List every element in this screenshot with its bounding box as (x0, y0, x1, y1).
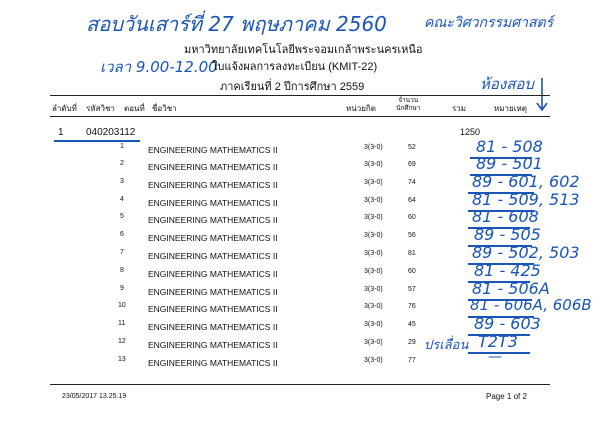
row-credit: 3(3-0) (364, 321, 383, 328)
row-course-name: ENGINEERING MATHEMATICS II (148, 287, 278, 297)
row-section: 8 (120, 267, 124, 274)
row-course-name: ENGINEERING MATHEMATICS II (148, 322, 278, 332)
row-students: 52 (408, 144, 416, 151)
row-students: 77 (408, 357, 416, 364)
row-credit: 3(3-0) (364, 357, 383, 364)
row-credit: 3(3-0) (364, 197, 383, 204)
row-section: 12 (118, 338, 126, 345)
row-section: 1 (120, 143, 124, 150)
row-exam-room: 81 - 608 (472, 207, 539, 226)
row-section: 4 (120, 196, 124, 203)
row-exam-room: 89 - 601, 602 (472, 172, 580, 191)
col-section: ตอนที่ (124, 104, 145, 113)
row-section: 13 (118, 356, 126, 363)
row-credit: 3(3-0) (364, 232, 383, 239)
row-students: 81 (408, 250, 416, 257)
row-exam-room: 81 - 506A (472, 279, 550, 298)
row-exam-room: 81 - 508 (476, 137, 543, 156)
row-exam-room: — (488, 349, 502, 365)
header-bottom-rule (50, 116, 550, 117)
row-students: 45 (408, 321, 416, 328)
row-exam-room: 81 - 606A, 606B (470, 296, 592, 314)
semester-line: ภาคเรียนที่ 2 ปีการศึกษา 2559 (220, 81, 365, 93)
row-credit: 3(3-0) (364, 179, 383, 186)
row-course-name: ENGINEERING MATHEMATICS II (148, 198, 278, 208)
university-name: มหาวิทยาลัยเทคโนโลยีพระจอมเกล้าพระนครเหนือ (184, 44, 423, 56)
row-students: 29 (408, 339, 416, 346)
report-title: ใบแจ้งผลการลงทะเบียน (KMIT-22) (212, 61, 378, 73)
row-exam-room: 89 - 501 (476, 154, 543, 173)
table-row (0, 333, 600, 353)
col-name: ชื่อวิชา (152, 104, 177, 113)
col-total: รวม (452, 104, 467, 113)
print-timestamp: 23/05/2017 13.25.19 (62, 393, 127, 400)
row-course-name: ENGINEERING MATHEMATICS II (148, 162, 278, 172)
col-code: รหัสวิชา (86, 104, 115, 113)
row-exam-room: 81 - 509, 513 (472, 190, 580, 209)
exam-date-note: สอบวันเสาร์ที่ 27 พฤษภาคม 2560 (86, 12, 387, 36)
row-course-name: ENGINEERING MATHEMATICS II (148, 269, 278, 279)
row-students: 74 (408, 179, 416, 186)
faculty-note: คณะวิศวกรรมศาสตร์ (424, 15, 554, 31)
row-exam-room: 89 - 502, 503 (472, 243, 580, 262)
row-section: 5 (120, 213, 124, 220)
row-credit: 3(3-0) (364, 161, 383, 168)
row-exam-room: 81 - 425 (474, 261, 541, 280)
row-credit: 3(3-0) (364, 339, 383, 346)
col-remark: หมายเหตุ (494, 104, 527, 113)
row-section: 10 (118, 302, 126, 309)
header-top-rule (50, 95, 550, 96)
page-number: Page 1 of 2 (486, 392, 527, 401)
exam-room-heading: ห้องสอบ (480, 75, 534, 93)
row-section: 9 (120, 285, 124, 292)
row-course-name: ENGINEERING MATHEMATICS II (148, 180, 278, 190)
row-course-name: ENGINEERING MATHEMATICS II (148, 215, 278, 225)
row-students: 76 (408, 303, 416, 310)
row-credit: 3(3-0) (364, 144, 383, 151)
row-exam-room: 89 - 603 (474, 314, 541, 333)
row-note: ปรเลื่อน (424, 338, 469, 353)
col-students-line1: จำนวน (398, 97, 419, 104)
col-students-line2: นักศึกษา (396, 105, 421, 112)
row-credit: 3(3-0) (364, 214, 383, 221)
row-credit: 3(3-0) (364, 250, 383, 257)
row-exam-room: T2T3 (478, 332, 518, 351)
exam-time-note: เวลา 9.00-12.00 (100, 58, 218, 76)
row-students: 57 (408, 286, 416, 293)
col-credit: หน่วยกิต (346, 104, 376, 113)
footer-rule (50, 384, 550, 385)
row-students: 60 (408, 214, 416, 221)
table-row (0, 351, 600, 371)
col-seq: ลำดับที่ (52, 104, 77, 113)
row-course-name: ENGINEERING MATHEMATICS II (148, 145, 278, 155)
row-section: 11 (118, 320, 126, 327)
row-credit: 3(3-0) (364, 303, 383, 310)
course-total: 1250 (460, 127, 481, 137)
row-students: 69 (408, 161, 416, 168)
row-students: 64 (408, 197, 416, 204)
row-students: 56 (408, 232, 416, 239)
row-section: 7 (120, 249, 124, 256)
row-section: 3 (120, 178, 124, 185)
row-course-name: ENGINEERING MATHEMATICS II (148, 340, 278, 350)
row-students: 60 (408, 268, 416, 275)
row-course-name: ENGINEERING MATHEMATICS II (148, 251, 278, 261)
row-credit: 3(3-0) (364, 286, 383, 293)
row-course-name: ENGINEERING MATHEMATICS II (148, 358, 278, 368)
row-section: 2 (120, 160, 124, 167)
col-students (396, 97, 420, 113)
row-course-name: ENGINEERING MATHEMATICS II (148, 304, 278, 314)
course-seq: 1 (58, 127, 64, 138)
row-section: 6 (120, 231, 124, 238)
row-credit: 3(3-0) (364, 268, 383, 275)
course-code: 040203112 (86, 127, 136, 138)
row-course-name: ENGINEERING MATHEMATICS II (148, 233, 278, 243)
row-exam-room: 89 - 505 (474, 225, 541, 244)
